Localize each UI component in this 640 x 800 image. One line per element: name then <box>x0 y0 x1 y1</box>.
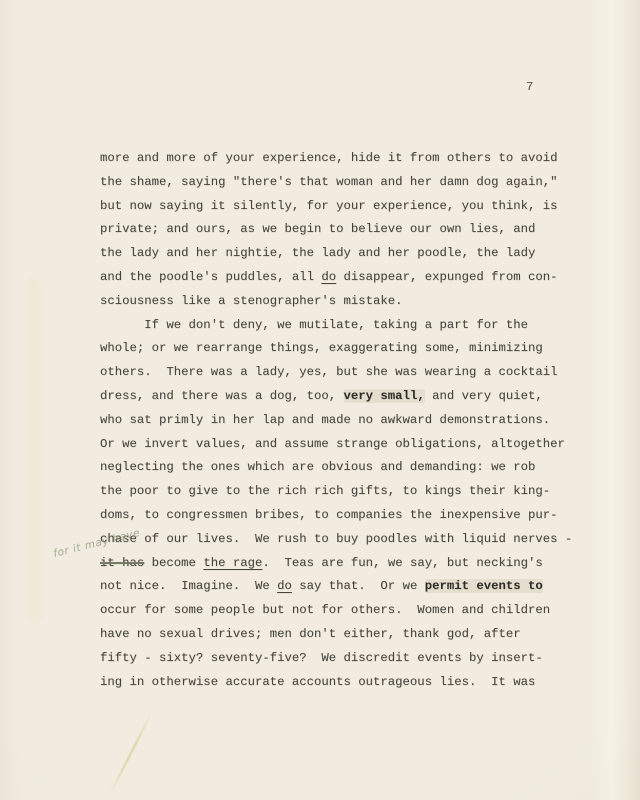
text-line: doms, to congressmen bribes, to companies the inexpensive pur- <box>100 507 558 522</box>
paper-discoloration <box>30 280 39 620</box>
handwritten-annotation: for it may have <box>52 526 142 560</box>
text-line: occur for some people but not for others. Women and children <box>100 603 551 618</box>
text-line: the shame, saying "there's that woman and her damn dog again," <box>100 174 558 189</box>
text-line: and the poodle's puddles, all do disappear, expunged from con- <box>100 269 558 284</box>
text-line: If we don't deny, we mutilate, taking a part for the <box>100 317 529 332</box>
text-line: private; and ours, as we begin to believe our own lies, and <box>100 222 536 237</box>
text-line: the lady and her nightie, the lady and her poodle, the lady <box>100 246 536 261</box>
text-line: whole; or we rearrange things, exaggerating some, minimizing <box>100 341 543 356</box>
page-number: 7 <box>526 80 534 94</box>
text-line: but now saying it silently, for your experience, you think, is <box>100 198 558 213</box>
text-line: more and more of your experience, hide it from others to avoid <box>100 151 558 165</box>
paper-crease-mark <box>109 712 153 795</box>
text-line: chase of our lives. We rush to buy poodles with liquid nerves - <box>100 531 573 546</box>
text-line: not nice. Imagine. We do say that. Or we permit events to <box>100 579 543 594</box>
text-line: Or we invert values, and assume strange obligations, altogether <box>100 436 565 451</box>
text-line: neglecting the ones which are obvious and demanding: we rob <box>100 460 536 475</box>
text-line: sciousness like a stenographer's mistake. <box>100 293 403 308</box>
text-line: dress, and there was a dog, too, very small, and very quiet, <box>100 388 543 403</box>
text-line: others. There was a lady, yes, but she was wearing a cocktail <box>100 365 558 380</box>
typewritten-text <box>100 147 590 694</box>
text-line: have no sexual drives; men don't either, thank god, after <box>100 626 521 641</box>
text-line: it has become the rage. Teas are fun, we say, but necking's <box>100 555 543 570</box>
text-line: fifty - sixty? seventy-five? We discredit events by insert- <box>100 650 543 665</box>
text-line: who sat primly in her lap and made no awkward demonstrations. <box>100 412 551 427</box>
text-line: ing in otherwise accurate accounts outrageous lies. It was <box>100 674 536 689</box>
text-line: the poor to give to the rich rich gifts, to kings their king- <box>100 484 551 499</box>
